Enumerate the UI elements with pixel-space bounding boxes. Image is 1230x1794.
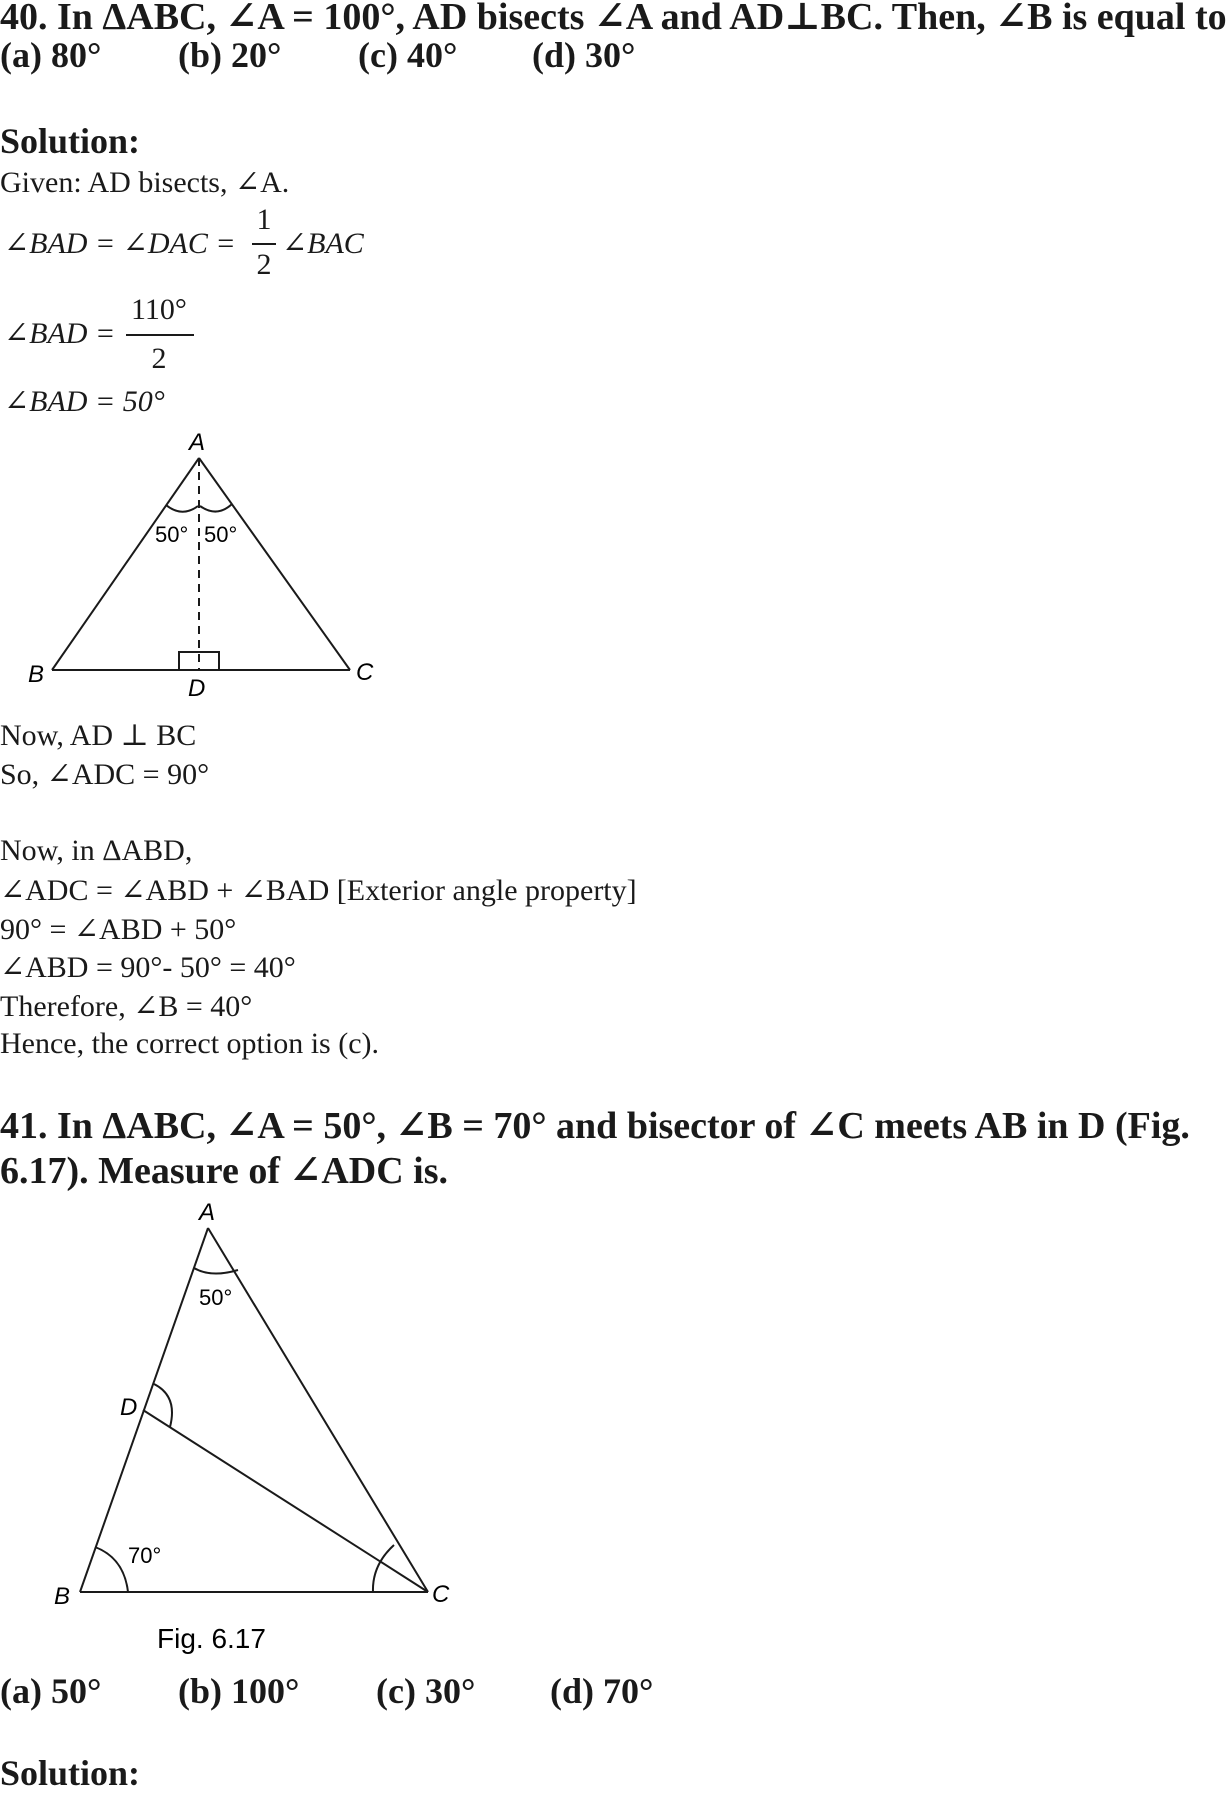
angle-arc-b (95, 1547, 128, 1592)
q40-step-4: ∠ADC = ∠ABD + ∠BAD [Exterior angle property] (0, 874, 637, 907)
q40-option-a: (a) 80° (0, 35, 102, 75)
label-a: A (199, 1199, 216, 1226)
angle-arc-a (194, 1268, 238, 1274)
q40-given: Given: AD bisects, ∠A. (0, 166, 290, 199)
label-c: C (432, 1581, 450, 1608)
angle-label-left: 50° (155, 522, 189, 547)
fraction-bar (252, 243, 276, 245)
q40-step-5: 90° = ∠ABD + 50° (0, 913, 237, 946)
side-ac (208, 1228, 428, 1592)
q41-solution-heading: Solution: (0, 1753, 141, 1793)
figure-caption: Fig. 6.17 (157, 1623, 266, 1654)
q40-step-7: Therefore, ∠B = 40° (0, 990, 253, 1023)
q40-triangle-figure (0, 420, 420, 700)
q41-option-a: (a) 50° (0, 1671, 102, 1711)
q40-step-2: So, ∠ADC = 90° (0, 758, 210, 791)
q40-step-8: Hence, the correct option is (c). (0, 1027, 379, 1060)
bisector-cd (143, 1410, 428, 1592)
angle-arc-right (200, 504, 232, 512)
label-d: D (188, 675, 206, 700)
q40-eq2-numerator: 110° (131, 293, 187, 326)
label-d: D (120, 1394, 138, 1421)
side-ac (199, 458, 350, 670)
label-b: B (54, 1583, 71, 1610)
angle-label-right: 50° (204, 522, 238, 547)
q40-eq2-lhs: ∠BAD = (4, 317, 116, 350)
q41-option-b: (b) 100° (178, 1671, 300, 1711)
q41-option-c: (c) 30° (376, 1671, 476, 1711)
label-b: B (28, 661, 45, 688)
q40-eq3: ∠BAD = 50° (4, 385, 165, 418)
q41-question-line-1: 41. In ΔABC, ∠A = 50°, ∠B = 70° and bisector of ∠C meets AB in D (Fig. (0, 1105, 1190, 1147)
q40-question-text: 40. In ΔABC, ∠A = 100°, AD bisects ∠A and AD⊥BC. Then, ∠B is equal to (0, 0, 1227, 38)
side-ab (52, 458, 199, 670)
q40-step-6: ∠ABD = 90°- 50° = 40° (0, 951, 296, 984)
q40-option-c: (c) 40° (358, 35, 458, 75)
angle-arc-d (154, 1384, 172, 1427)
q41-question-line-2: 6.17). Measure of ∠ADC is. (0, 1150, 449, 1192)
label-c: C (356, 659, 374, 686)
q41-triangle-figure (0, 1190, 480, 1660)
q40-eq1-lhs: ∠BAD = ∠DAC = (4, 227, 236, 260)
q40-step-1: Now, AD ⊥ BC (0, 719, 197, 752)
q40-step-3: Now, in ΔABD, (0, 834, 193, 867)
q40-solution-heading: Solution: (0, 121, 141, 161)
angle-label-a: 50° (199, 1285, 233, 1310)
q40-option-d: (d) 30° (532, 35, 636, 75)
q40-option-b: (b) 20° (178, 35, 282, 75)
q41-option-d: (d) 70° (550, 1671, 654, 1711)
angle-label-b: 70° (128, 1543, 162, 1568)
label-a: A (189, 429, 206, 456)
q40-eq1-denominator: 2 (256, 248, 272, 281)
fraction-bar (126, 334, 194, 336)
angle-arc-left (166, 505, 198, 512)
q40-eq1-numerator: 1 (256, 203, 272, 236)
q40-eq2-denominator: 2 (151, 342, 167, 375)
q40-eq1-rhs: ∠BAC (282, 227, 364, 260)
